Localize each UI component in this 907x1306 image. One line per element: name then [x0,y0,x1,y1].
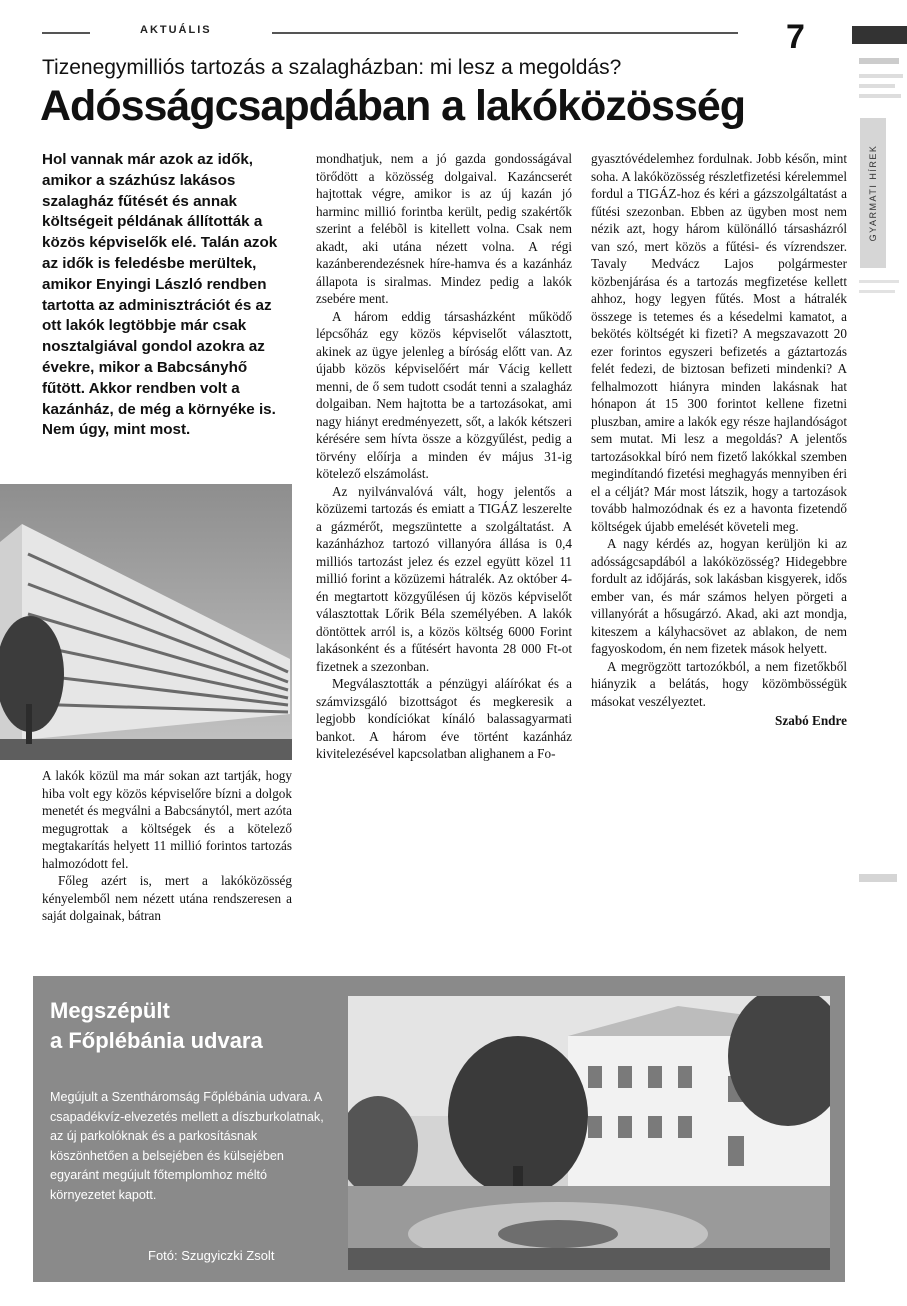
news-box-title [50,996,340,1056]
paragraph: gyasztóvédelemhez fordulnak. Jobb későn, mint soha. A lakóközösség részletfizetési kérelemmel fordul a TIGÁZ-hoz és kéri a gázszolgáltatást a fűtési szezonban. Ebben az ügyben most nem nézik azt, hogy három különálló társasházról van szó, mert közös a fűtési- és vízrendszer. Tavaly Medvácz Lajos polgármester közbenjárása és a tartozás megfizetése kellett ahhoz, hogy legyen fűtés. Most a hátralék összege is tetemes és a késedelmi kamatot, a bekötés költségét ki fizeti? A megszavazott 20 ezer forintos egyszeri befizetés a gáztartozás felét fedezi, de biztosan befizeti mindenki? A felhalmozott hiányra minden lakásnak hat hónapon át 15 300 forintot kellene fizetni pluszban, amire a lakók egy része hajlandóságot sem mutat. Mi lesz a megoldás? A jelentős tartozásokkal bíró nem fizető lakókkal szemben megindítandó fizetési meghagyás mennyiben éri el a célját? Már most látszik, hogy a tartozások tovább halmozódnak és ez a havonta fizetendő költségek újabb emelését követeli meg. [591,151,847,534]
section-label: AKTUÁLIS [140,24,212,36]
header-rule-left [42,32,90,34]
header-rule-right [272,32,738,34]
page-number-bar [852,26,907,44]
news-box-text: Megújult a Szentháromság Főplébánia udvara. A csapadékvíz-elvezetés mellett a díszburkolatnak, az új parkolóknak és a parkosításnak köszönhetően a belsejében és külsejében egyaránt megújult főtemplomhoz méltó környezetet kapott. [50,1090,324,1202]
news-box-title-line-1: Megszépült [50,998,170,1023]
paragraph: Megválasztották a pénzügyi aláírókat és a számvizsgáló bizottságot és megkeresik a legjobb kondíciókat kínáló balassagyarmati bankot. A három éve történt kazánház kivitelezésével kapcsolatban alighanem a Fo- [316,676,572,761]
parish-courtyard-illustration [348,996,830,1270]
apartment-building-photo [0,484,292,760]
paragraph: A három eddig társasházként működő lépcsőház egy közös képviselőt választott, akinek az ügye jelenleg a bíróság előtt van. Az újabb közös képviselőért már Vácig kellett menni, de ő sem tudott csodát tenni a szalagház dolgaiban. Nem hajtotta be a tartozásokat, ami nagy hiányt eredményezett, sőt, a lakók kétszeri kérésére sem hívta össze a közgyűlést, pedig a törvény előírja a minden év május 31-ig kötelező elszámolást. [316,308,572,481]
paragraph: A lakók közül ma már sokan azt tartják, hogy hiba volt egy közös képviselőre bízni a dolgok menetét és megválni a Babcsánytól, mert azóta megugrottak a költségek és a kötelező megtakarítás helyett 11 millió forintos tartozás halmozódott fel. [42,768,292,871]
apartment-building-illustration [0,484,292,760]
paragraph: Főleg azért is, mert a lakóközösség kényelemből nem nézett utána rendszeresen a saját dolgainak, bátran [42,873,292,923]
paragraph: A megrögzött tartozókból, a nem fizetőkből hiányzik a belátás, hogy közömbösségük másokat veszélyeztet. [591,658,847,709]
article-author: Szabó Endre [775,713,847,728]
paragraph: Az nyilvánvalóvá vált, hogy jelentős a közüzemi tartozás és emiatt a TIGÁZ leszerelte a gázmérőt, megszüntette a szolgáltatást. A kazánházhoz tartozó villanyóra állása is 0,4 milliós tartozást jelez és ezzel együtt közel 11 millió forint a közüzemi hátralék. Az október 4-én megtartott közgyűlésen új közös képviselőt választottak Lőrik Béla személyében. A lakók döntöttek arról is, a közös költség 6000 Forint lakásonként és a fűtésért havonta 28 000 Ft-ot fizetnek a szezonban. [316,483,572,674]
article-subtitle: Tizenegymilliós tartozás a szalagházban: mi lesz a megoldás? [42,56,622,79]
article-title: Adósságcsapdában a lakóközösség [40,82,746,130]
news-box-title-line-2: a Főplébánia udvara [50,1028,263,1053]
paragraph: A nagy kérdés az, hogyan kerüljön ki az adósságcsapdából a lakóközösség? Hidegebbre fordult az időjárás, sok lakásban kisgyerek, idős ember van, és már számos helyen pörgeti a villanyórát a hősugárzó. Akad, aki azt mondja, kiteszem a kályhacsövet az ablakon, de nem fagyoskodom, én nem fizetek mások helyett. [591,536,847,656]
parish-courtyard-photo [348,996,830,1270]
paragraph: mondhatjuk, nem a jó gazda gondosságával törődött a közösség dolgaival. Kazáncserét hajtottak végre, amikor is az új kazán jó harminc millió forintba került, pedig szakértők szerint a felébõl is kitellett volna. Csak nem akadt, aki utána nézett volna. A régi kazánberendezésnek híre-hamva és a kazánház állapota is siralmas. Mindez pedig a lakók zsebére ment. [316,151,572,306]
page-number: 7 [786,18,805,56]
photo-credit: Fotó: Szugyiczki Zsolt [148,1248,275,1263]
article-column-2 [316,150,572,763]
article-column-1 [42,767,292,925]
article-lead: Hol vannak már azok az idők, amikor a százhúsz lakásos szalagház fűtését és annak költségeit példának állították a közös képviselők elé. Talán azok az idők is feledésbe merültek, amikor Enyingi László rendben tartotta az adminisztrációt és az ott lakók legtöbbje már csak nosztalgiával gondol azokra az évekre, mikor a Babcsányhő fűtött. Akkor rendben volt a kazánház, de még a környéke is. Nem úgy, mint most. [42,151,278,439]
side-tab-label: GYARMATI HÍREK [868,144,878,242]
adjacent-page-edge [855,54,907,974]
article-column-3 [591,150,847,730]
